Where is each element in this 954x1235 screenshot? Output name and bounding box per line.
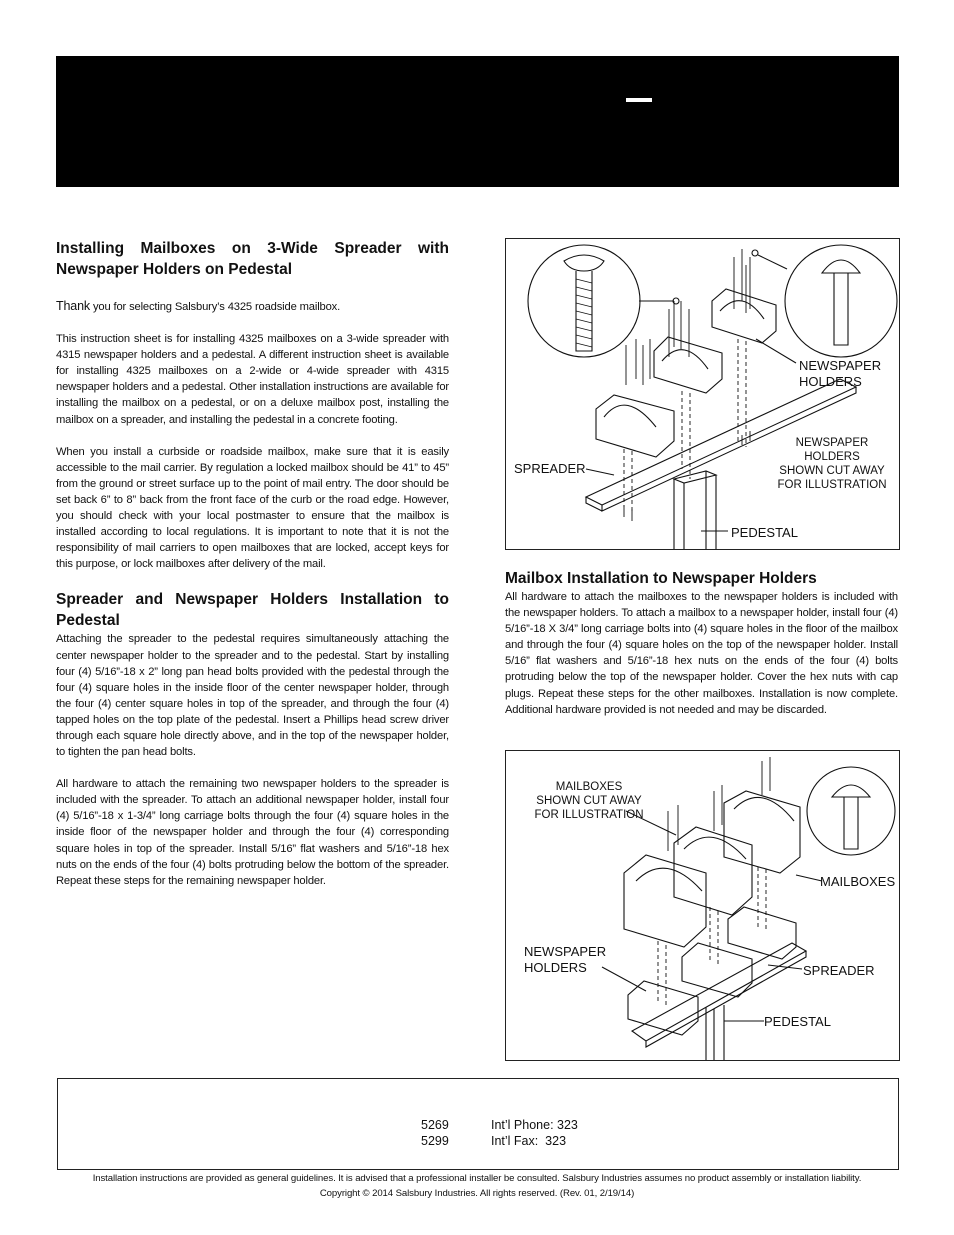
header-title-dash — [626, 76, 627, 77]
fig1-cutaway-line1: NEWSPAPER — [795, 437, 869, 449]
mailbox-front-outline — [624, 855, 706, 947]
detail-circle-carriage-bolt — [785, 245, 897, 357]
fig1-label-holders-line2: HOLDERS — [799, 374, 862, 389]
heading-installing-mailboxes: Installing Mailboxes on 3-Wide Spreader with Newspaper Holders on Pedestal — [56, 240, 449, 278]
mailbox-paragraph: All hardware to attach the mailboxes to the newspaper holders is included with the newspaper holders. To attach a mailbox to a newspaper holder, install four (4) 5/16”-18 X 3/4” long carriage bolts into (4) square holes in the floor of the mailbox and through the four (4) square holes on the top of the newspaper holder. Install 5/16” flat washers and 5/16”-18 hex nuts on the ends of the four (4) bolts protruding below the top of the newspaper holder. Cover the hex nuts with cap plugs. Repeat these steps for the other mailboxes. Installation is now complete. Additional hardware provided is not needed and may be discarded. — [505, 591, 898, 716]
footer-copyright: Copyright © 2014 Salsbury Industries. All rights reserved. (Rev. 01, 2/19/14) — [319, 1188, 635, 1199]
fig2-label-spreader: SPREADER — [803, 963, 875, 978]
phone-intl: Int’l Phone: 323 — [491, 1118, 578, 1132]
heading-spreader-installation: Spreader and Newspaper Holders Installation to Pedestal — [56, 591, 449, 630]
thank-word: Thank — [56, 299, 90, 313]
fax-intl: Int’l Fax: 323 — [491, 1134, 567, 1148]
regulation-paragraph: When you install a curbside or roadside mailbox, make sure that it is easily accessible to the mail carrier. By regulation a locked mailbox should be 41” to 45” from the ground or street surface up to the point of mail entry. The door should be set back 6” to 8” back from the front face of the curb or the road edge. However, you should check with your local postmaster to ensure that the mailbox is installed according to local regulations. It is important to note that it is not the responsibility of mail carriers to open mailboxes that are locked, accept keys for this purpose, or lock mailboxes after delivery of the mail. — [56, 445, 449, 571]
detail-circle-pan-bolt — [528, 245, 640, 357]
holder-middle-outline — [682, 943, 752, 997]
mailbox-middle-outline — [674, 827, 752, 915]
holder-back-outline — [728, 907, 796, 959]
fig2-label-newspaper-line1: NEWSPAPER — [524, 944, 607, 959]
fig1-label-pedestal: PEDESTAL — [731, 525, 798, 540]
figure-spreader-drawing — [506, 239, 899, 549]
thank-rest: you for selecting Salsbury’s 4325 roadside mailbox. — [90, 301, 341, 313]
mailbox-back-outline — [724, 791, 800, 873]
figure-spreader-assembly — [505, 238, 900, 550]
holder-right-outline — [712, 289, 776, 343]
header-dash — [626, 98, 652, 102]
intro-paragraph: This instruction sheet is for installing 4325 mailboxes on a 3-wide spreader with 4315 newspaper holders and a pedestal. A different instruction sheet is available for installing 4325 mailboxes on a 2-wide or 4-wide spreader with 4315 newspaper holders and a pedestal. Other installation instructions are available for installing the mailbox on a pedestal, or on a deluxe mailbox post, installing the mailbox on a spreader, and installing the pedestal in a concrete footing. — [56, 333, 449, 426]
left-column — [56, 238, 449, 889]
fig1-cutaway-line3: SHOWN CUT AWAY — [779, 465, 885, 477]
spreader-paragraph: Attaching the spreader to the pedestal requires simultaneously attaching the center newspaper holder to the spreader and to the pedestal. Start by installing four (4) 5/16”-18 x 2” long pan head bolts provided with the pedestal through the four (4) square holes in the inside floor of the center newspaper holder, through the four (4) center square holes in top of the spreader, and through the four (4) tapped holes on the top plate of the pedestal. Insert a Phillips head screw driver through each square hole directly above, and in the top of the newspaper holder, to tighten the pan head bolts. — [56, 633, 449, 759]
right-column — [505, 568, 898, 718]
fig1-label-spreader: SPREADER — [514, 461, 586, 476]
figure-mailbox-assembly — [505, 750, 900, 1061]
heading-mailbox-installation: Mailbox Installation to Newspaper Holders — [505, 570, 817, 587]
phone-prefix: 5269 — [421, 1118, 449, 1132]
fig2-label-newspaper-line2: HOLDERS — [524, 960, 587, 975]
remaining-holders-paragraph: All hardware to attach the remaining two newspaper holders to the spreader is included with the spreader. To attach an additional newspaper holder, install four (4) 5/16”-18 x 1-3/4” long carriage bolts through the four (4) square holes in the inside floor of the newspaper holder and through the four (4) corresponding square holes in top of the spreader. Install 5/16” flat washers and 5/16”-18 hex nuts on the ends of the four (4) bolts protruding below the bottom of the spreader. Repeat these steps for the remaining newspaper holder. — [56, 778, 449, 887]
thank-you-line — [56, 298, 449, 315]
fig2-cutaway-line3: FOR ILLUSTRATION — [534, 809, 644, 821]
fig2-cutaway-line1: MAILBOXES — [555, 781, 623, 793]
fig1-cutaway-line4: FOR ILLUSTRATION — [777, 479, 887, 491]
figure-mailbox-drawing — [506, 751, 899, 1060]
header-bar — [56, 56, 899, 187]
fig2-label-pedestal: PEDESTAL — [764, 1014, 831, 1029]
fig1-cutaway-line2: HOLDERS — [804, 451, 860, 463]
detail-circle-carriage-bolt — [807, 767, 895, 855]
pedestal-post — [674, 471, 716, 549]
fig2-cutaway-line2: SHOWN CUT AWAY — [536, 795, 642, 807]
fig2-label-mailboxes: MAILBOXES — [820, 874, 896, 889]
contact-box — [57, 1078, 899, 1170]
fax-prefix: 5299 — [421, 1134, 449, 1148]
holder-center-outline — [654, 337, 722, 393]
pedestal-post — [706, 1005, 724, 1060]
holder-left-outline — [596, 395, 674, 457]
footer-disclaimer: Installation instructions are provided as general guidelines. It is advised that a professional installer be consulted. Salsbury Industries assumes no product assembly or installation liability. — [92, 1173, 862, 1184]
fig1-label-holders-line1: NEWSPAPER — [799, 358, 882, 373]
